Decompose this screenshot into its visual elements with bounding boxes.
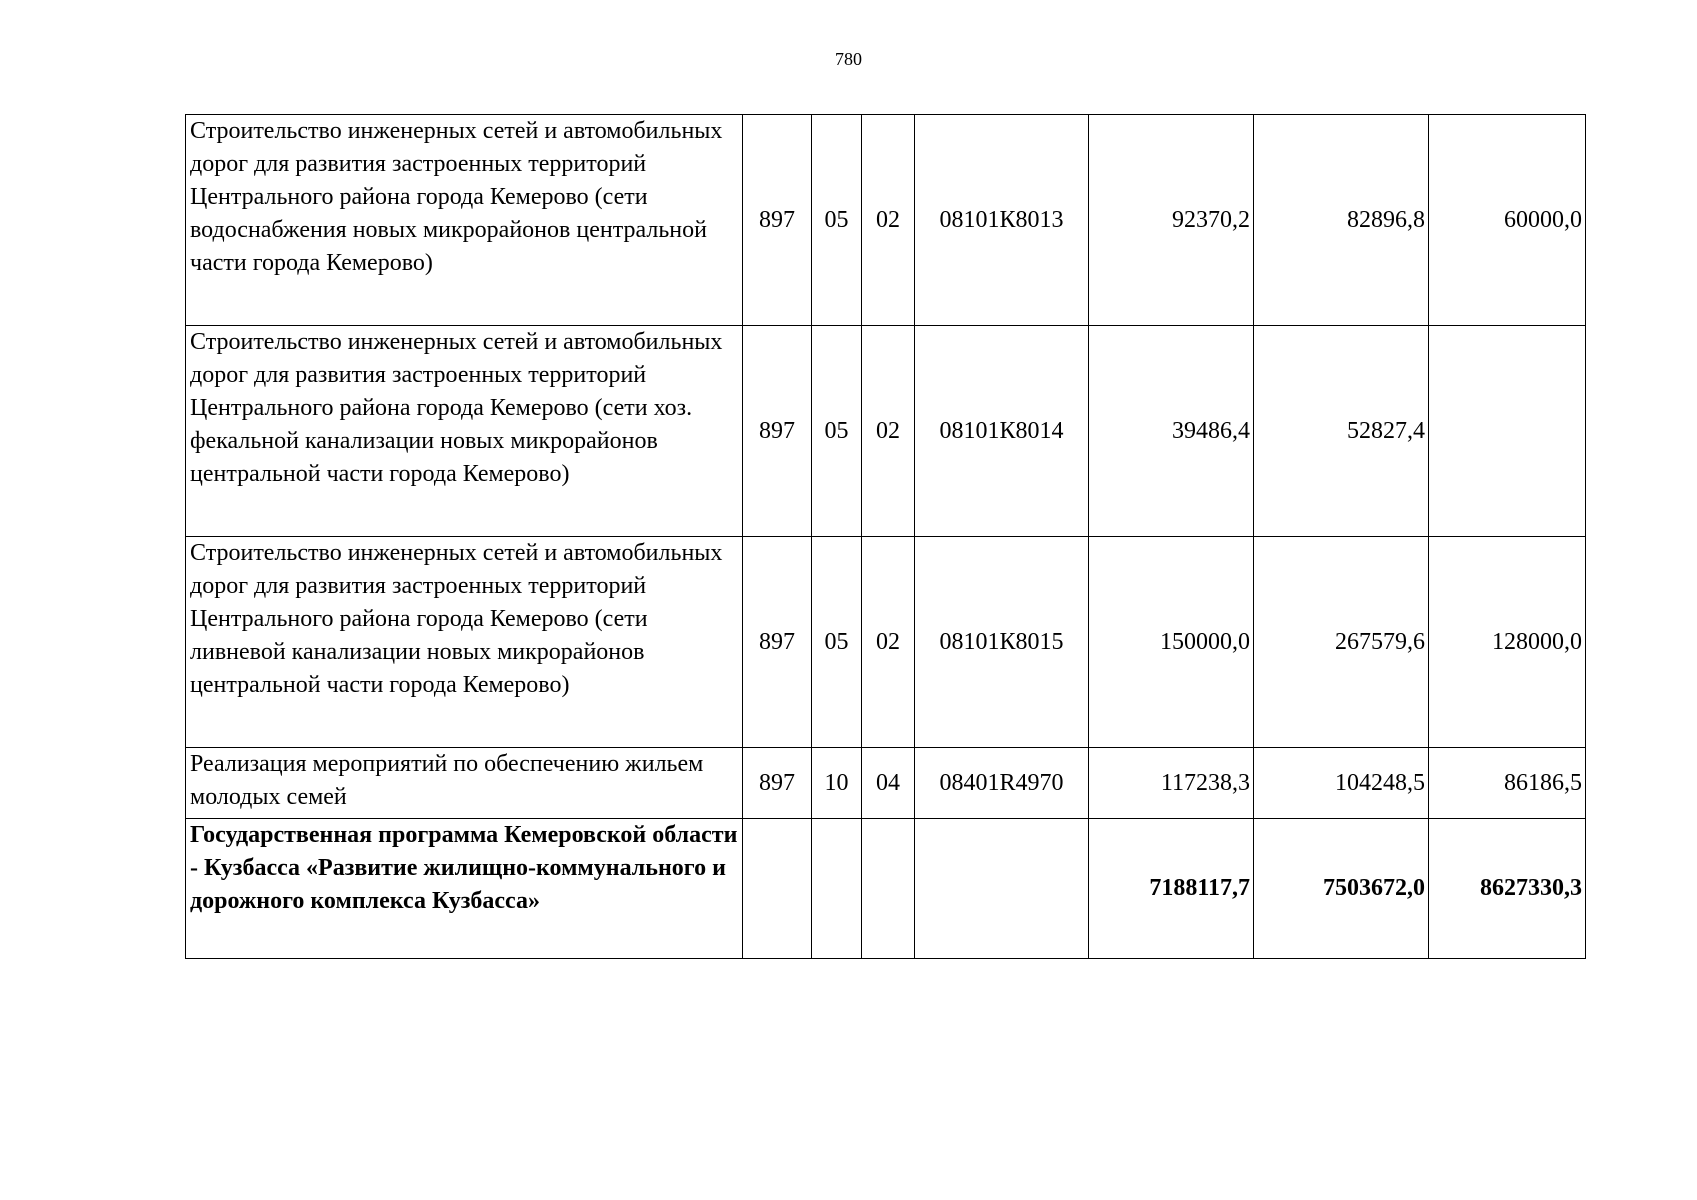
target-article-cell: 08101К8013 xyxy=(915,115,1089,326)
target-article-cell: 08401R4970 xyxy=(915,748,1089,819)
target-article-cell: 08101К8015 xyxy=(915,537,1089,748)
row-name-cell: Строительство инженерных сетей и автомобильных дорог для развития застроенных территорий Центрального района города Кемерово (сети хоз. фекальной канализации новых микрорайонов центральной части города Кемерово) xyxy=(186,326,743,537)
row-name-cell: Реализация мероприятий по обеспечению жильем молодых семей xyxy=(186,748,743,819)
year1-total-cell: 7188117,7 xyxy=(1089,819,1254,959)
year2-amount-cell: 104248,5 xyxy=(1254,748,1429,819)
year3-total-cell: 8627330,3 xyxy=(1429,819,1586,959)
ministry-code-cell: 897 xyxy=(743,537,812,748)
year1-amount-cell: 39486,4 xyxy=(1089,326,1254,537)
table-row xyxy=(186,537,1586,748)
section-code-cell: 05 xyxy=(812,326,862,537)
table-row xyxy=(186,748,1586,819)
ministry-code-cell: 897 xyxy=(743,115,812,326)
target-article-cell xyxy=(915,819,1089,959)
ministry-code-cell: 897 xyxy=(743,326,812,537)
table-row xyxy=(186,115,1586,326)
subsection-code-cell: 04 xyxy=(862,748,915,819)
row-name-cell: Строительство инженерных сетей и автомобильных дорог для развития застроенных территорий Центрального района города Кемерово (сети ливневой канализации новых микрорайонов центральной части города Кемерово) xyxy=(186,537,743,748)
year2-total-cell: 7503672,0 xyxy=(1254,819,1429,959)
year3-amount-cell xyxy=(1429,326,1586,537)
year3-amount-cell: 86186,5 xyxy=(1429,748,1586,819)
subsection-code-cell: 02 xyxy=(862,115,915,326)
table-total-row xyxy=(186,819,1586,959)
year2-amount-cell: 82896,8 xyxy=(1254,115,1429,326)
page-number: 780 xyxy=(835,49,862,69)
section-code-cell: 05 xyxy=(812,537,862,748)
year2-amount-cell: 267579,6 xyxy=(1254,537,1429,748)
section-code-cell xyxy=(812,819,862,959)
year3-amount-cell: 128000,0 xyxy=(1429,537,1586,748)
program-total-name-cell: Государственная программа Кемеровской области - Кузбасса «Развитие жилищно-коммунального и дорожного комплекса Кузбасса» xyxy=(186,819,743,959)
year1-amount-cell: 92370,2 xyxy=(1089,115,1254,326)
year3-amount-cell: 60000,0 xyxy=(1429,115,1586,326)
section-code-cell: 05 xyxy=(812,115,862,326)
year1-amount-cell: 150000,0 xyxy=(1089,537,1254,748)
year2-amount-cell: 52827,4 xyxy=(1254,326,1429,537)
year1-amount-cell: 117238,3 xyxy=(1089,748,1254,819)
budget-table xyxy=(185,114,1586,959)
row-name-cell: Строительство инженерных сетей и автомобильных дорог для развития застроенных территорий Центрального района города Кемерово (сети водоснабжения новых микрорайонов центральной части города Кемерово) xyxy=(186,115,743,326)
subsection-code-cell: 02 xyxy=(862,537,915,748)
subsection-code-cell: 02 xyxy=(862,326,915,537)
ministry-code-cell: 897 xyxy=(743,748,812,819)
ministry-code-cell xyxy=(743,819,812,959)
subsection-code-cell xyxy=(862,819,915,959)
table-row xyxy=(186,326,1586,537)
section-code-cell: 10 xyxy=(812,748,862,819)
target-article-cell: 08101К8014 xyxy=(915,326,1089,537)
